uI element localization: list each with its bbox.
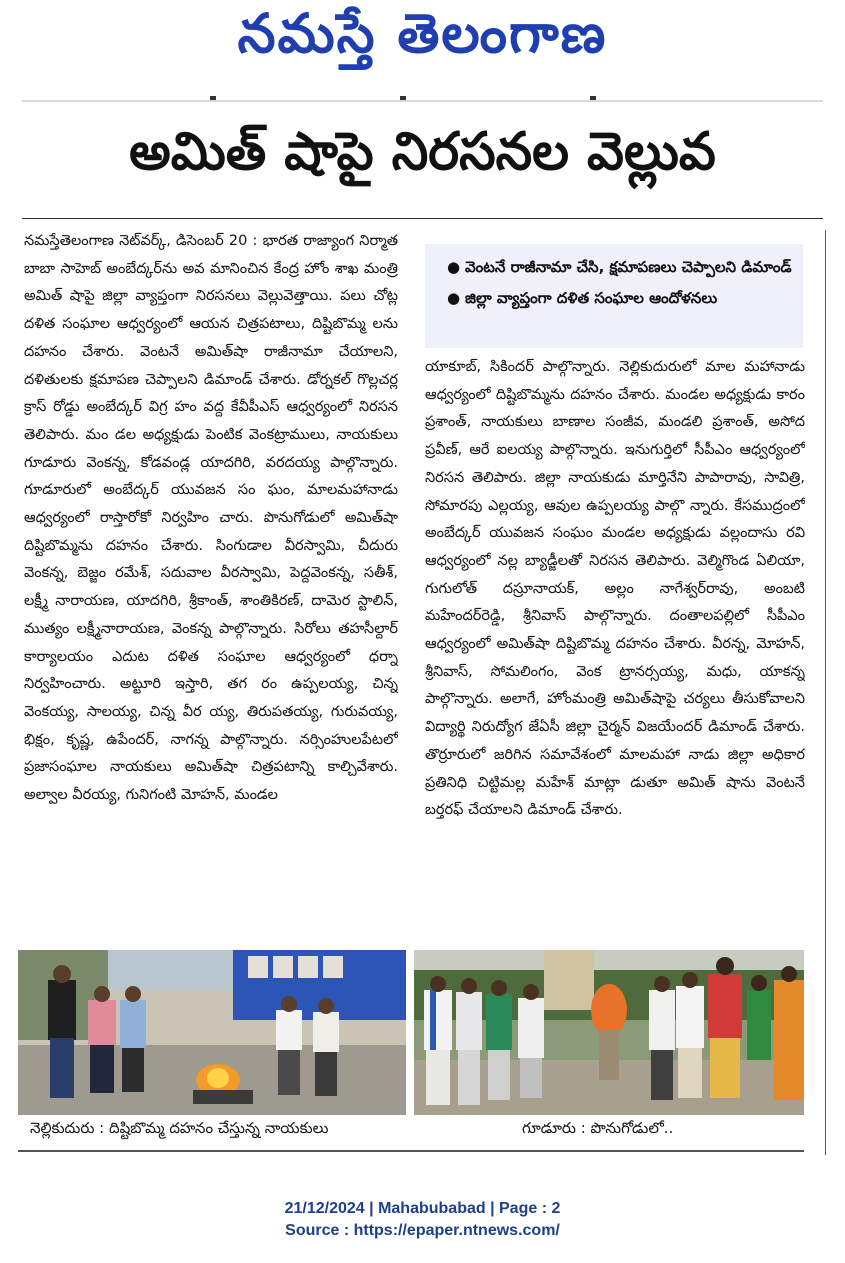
page-footer xyxy=(0,1198,845,1242)
masthead xyxy=(0,0,845,100)
protest-photo-left-image xyxy=(18,950,406,1115)
highlights-box xyxy=(425,244,803,348)
edition-meta: 21/12/2024 | Mahabubabad | Page : 2 xyxy=(284,1200,561,1217)
newspaper-logo: నమస్తే తెలంగాణ xyxy=(237,2,608,65)
highlight-text: వెంటనే రాజీనామా చేసి, క్షమాపణలు చెప్పాలని డిమాండ్ xyxy=(465,258,792,276)
photo-caption-left: నెల్లికుదురు : దిష్టిబొమ్మ దహనం చేస్తున్న నాయకులు xyxy=(30,1119,329,1137)
highlights-list xyxy=(425,244,803,314)
source-link[interactable]: Source : https://epaper.ntnews.com/ xyxy=(285,1222,560,1239)
highlight-item xyxy=(447,252,803,283)
article-text-column-2: యాకూబ్, సికిందర్ పాల్గొన్నారు. నెల్లికుదురులో మాల మహానాడు ఆధ్వర్యంలో దిష్టిబొమ్మను దహనం చేశారు. మండల అధ్యక్షుడు కారం ప్రశాంత్, నాయకులు బాణాల సంజీవ, మండలి ప్రశాంత్, అసోద ప్రవీణ్, ఆరే ఐలయ్య పాల్గొన్నారు. ఇనుగుర్తిలో సీపీఎం ఆధ్వర్యంలో నిరసన తెలిపారు. జిల్లా నాయకుడు మార్తినేని పాపారావు, సావిత్రి, సోమారపు ఎల్లయ్య, ఆవుల ఉప్పలయ్య పాల్గొ న్నారు. కేసముద్రంలో అంబేద్కర్ యువజన సంఘం మండల అధ్యక్షుడు వల్లందాసు రవి ఆధ్వర్యంలో నల్ల బ్యాడ్జీలతో నిరసన తెలిపారు. వెల్మిగొండ ఏలియా, గుగులోత్ దస్రూనాయక్, అల్లం నాగేశ్వర్‌రావు, అంబటి మహేందర్‌రెడ్డి, శ్రీనివాస్ పాల్గొన్నారు. దంతాలపల్లిలో సీపీఎం ఆధ్వర్యంలో అమిత్‌షా దిష్టిబొమ్మ దహనం చేశారు. వీరన్న, మోహన్, శ్రీనివాస్, సోమలింగం, వెంక ట్రానర్సయ్య, మధు, యాకన్న పాల్గొన్నారు. అలాగే, హోంమంత్రి అమిత్‌షాపై చర్యలు తీసుకోవాలని విద్యార్థి నిరుద్యోగ జేఏసీ జిల్లా చైర్మన్ విజయేందర్ డిమాండ్ చేశారు. తొర్రూరులో జరిగిన సమావేశంలో మాలమహా నాడు జిల్లా అధికార ప్రతినిధి చిట్టిమల్ల మహేశ్ మాట్లా డుతూ అమిత్ షాను వెంటనే బర్తరఫ్ చేయాలని డిమాండ్ చేశారు. xyxy=(425,359,805,819)
highlight-text: జిల్లా వ్యాప్తంగా దళిత సంఘాల ఆందోళనలు xyxy=(465,289,718,307)
article-text-column-1: నమస్తేతెలంగాణ నెట్‌వర్క్, డిసెంబర్ 20 : భారత రాజ్యాంగ నిర్మాత బాబా సాహెబ్ అంబేద్కర్‌ను అవ మానించిన కేంద్ర హోం శాఖ మంత్రి అమిత్ షాపై జిల్లా వ్యాప్తంగా నిరసనలు వెల్లువెత్తాయి. పలు చోట్ల దళిత సంఘాల ఆధ్వర్యంలో ఆయన చిత్రపటాలు, దిష్టిబొమ్మ లను దహనం చేశారు. వెంటనే అమిత్‌షా రాజీనామా చేయాలని, దళితులకు క్షమాపణ చెప్పాలని డిమాండ్ చేశారు. డోర్నకల్ గొల్లచర్ల క్రాస్ రోడ్డు అంబేద్కర్ విగ్ర హం వద్ద కేవీపీఎస్ ఆధ్వర్యంలో నిరసన తెలిపారు. మం డల అధ్యక్షుడు పెంటిక వెంకట్రాములు, నాయకులు గూడూరు వెంకన్న, కోడవండ్ల యాదగిరి, వరదయ్య పాల్గొన్నారు. గూడూరులో అంబేద్కర్ యువజన సం ఘం, మాలమహానాడు ఆధ్వర్యంలో రాస్తారోకో నిర్వహిం చారు. పొనుగోడులో అమిత్‌షా దిష్టిబొమ్మను దహనం చేశారు. సింగుడాల వీరస్వామి, చీదురు వెంకన్న, బెజ్జం రమేశ్, సదువాల వీరస్వామి, పెద్దవెంకన్న, సతీశ్, లక్ష్మీ నారాయణ, యాదగిరి, శ్రీకాంత్, శాంతికిరణ్, దామెర స్టాలిన్, ముత్యం లక్ష్మీనారాయణ, వెంకన్న పాల్గొన్నారు. సిరోలు తహసీల్దార్ కార్యాలయం ఎదుట దళిత సంఘాల ఆధ్వర్యంలో ధర్నా నిర్వహించారు. అట్టూరి ఇస్తారి, తగ రం ఉప్పలయ్య, చిన్న వెంకయ్య, సాలయ్య, చిన్న వీర య్య, తిరుపతయ్య, గురువయ్య, భిక్షం, కృష్ణ, ఉపేందర్, నాగన్న పాల్గొన్నారు. నర్సింహులపేటలో ప్రజాసంఘాల నాయకులు అమిత్‌షా చిత్రపటాన్ని కాల్చివేశారు. అల్వాల వీరయ్య, గునిగంటి మోహన్, మండల xyxy=(24,233,398,804)
caption-divider xyxy=(18,1150,804,1152)
article-column-1 xyxy=(24,228,398,948)
photo-caption-right: గూడూరు : పొనుగోడులో.. xyxy=(522,1119,674,1137)
column-divider xyxy=(825,230,826,1155)
article-column-2 xyxy=(425,354,805,944)
article-headline: అమిత్ షాపై నిరసనల వెల్లువ xyxy=(129,122,716,182)
highlight-item xyxy=(447,283,803,314)
masthead-divider xyxy=(22,100,823,102)
protest-photo-left xyxy=(18,950,406,1115)
protest-photo-right-image xyxy=(414,950,804,1115)
bullet-icon: ● xyxy=(447,258,461,276)
bullet-icon: ● xyxy=(447,289,461,307)
headline-divider xyxy=(22,218,823,219)
protest-photo-right xyxy=(414,950,804,1115)
